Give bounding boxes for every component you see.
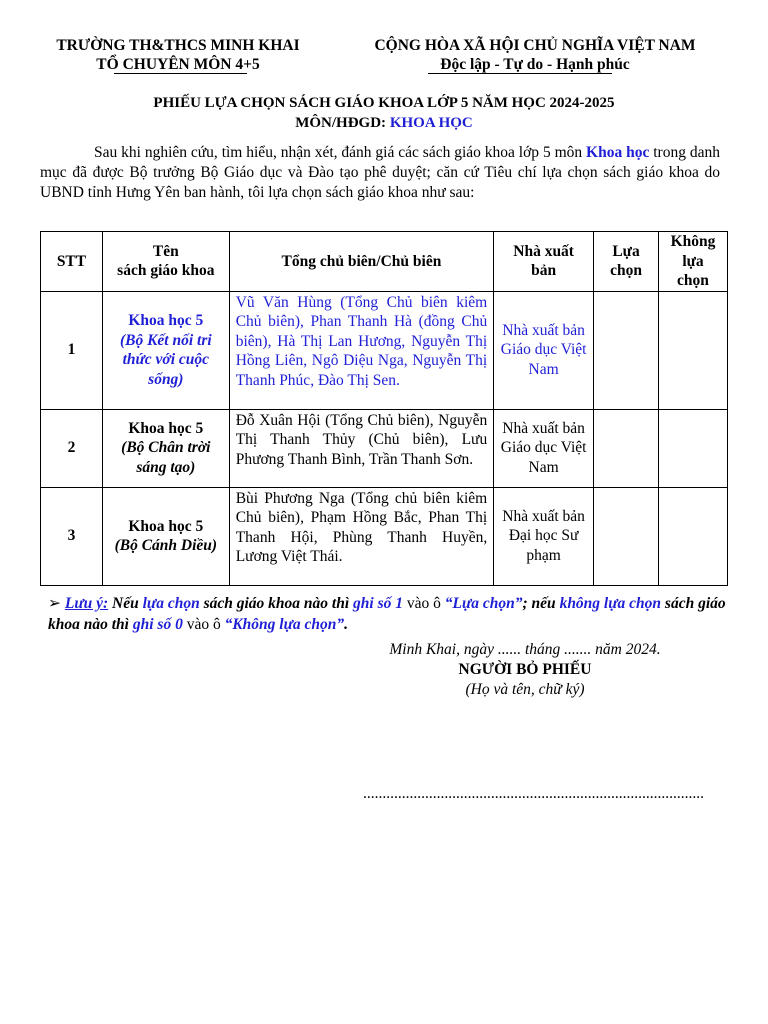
book-title: Khoa học 5 [128,312,204,329]
row-authors: Đỗ Xuân Hội (Tổng Chủ biên), Nguyễn Thị Thanh Thủy (Chủ biên), Lưu Phương Thanh Bình, Trần Thanh Sơn. [229,409,493,487]
header-stt: STT [41,232,103,292]
note-part-6: “Lựa chọn” [444,595,523,612]
header-book-name-1: Tên [152,242,179,260]
note-part-1: Nếu [112,595,139,612]
row-stt: 1 [41,291,103,409]
note-part-12: “Không lựa chọn” [224,616,345,633]
header-choose: Lựa chọn [594,232,659,292]
note-part-3: sách giáo khoa nào thì [203,595,350,612]
textbook-table [40,231,728,586]
row-publisher: Nhà xuất bản Đại học Sư phạm [494,487,594,585]
row-book [102,409,229,487]
row-book [102,487,229,585]
title-line: PHIẾU LỰA CHỌN SÁCH GIÁO KHOA LỚP 5 NĂM HỌC 2024-2025 [153,95,615,111]
document-title [40,93,728,133]
row-stt: 3 [41,487,103,585]
note-part-13: . [344,616,349,633]
book-series: (Bộ Kết nối tri thức với cuộc sống) [119,331,212,388]
not-choose-cell[interactable] [658,487,727,585]
note-part-8: không lựa chọn [559,595,662,612]
table-header-row [41,232,728,292]
row-stt: 2 [41,409,103,487]
school-name: TRƯỜNG TH&THCS MINH KHAI [56,37,300,54]
note-part-9: sách giáo khoa nào thì [48,595,726,633]
row-publisher: Nhà xuất bản Giáo dục Việt Nam [494,291,594,409]
signature-instruction: (Họ và tên, chữ ký) [465,681,585,698]
not-choose-cell[interactable] [658,291,727,409]
header-authors: Tổng chủ biên/Chủ biên [229,232,493,292]
not-choose-cell[interactable] [658,409,727,487]
note-part-10: ghi số 0 [132,616,183,633]
signature-line[interactable]: ........................................................................................ [363,785,704,802]
group-underline [114,73,247,74]
group-name: TỔ CHUYÊN MÔN 4+5 [96,56,260,73]
subject-name: KHOA HỌC [389,115,473,131]
table-row [41,409,728,487]
date-line: Minh Khai, ngày ...... tháng ....... năm 2024. [389,641,661,658]
note-part-11: vào ô [186,616,221,633]
intro-text-after: trong danh mục đã được Bộ trưởng Bộ Giáo dục và Đào tạo phê duyệt; căn cứ Tiêu chí lựa chọn sách giáo khoa do UBND tỉnh Hưng Yên ban hành, tôi lựa chọn sách giáo khoa như sau: [40,144,720,201]
intro-subject: Khoa học [586,144,650,161]
choose-cell[interactable] [594,487,659,585]
note-part-5: vào ô [406,595,441,612]
row-book [102,291,229,409]
book-series: (Bộ Cánh Diều) [114,537,218,554]
nation-header [345,36,725,74]
signer-role: NGƯỜI BỎ PHIẾU [458,661,592,678]
note-block [48,593,728,635]
note-part-4: ghi số 1 [353,595,403,612]
header-book-name [102,232,229,292]
header-publisher: Nhà xuất bản [494,232,594,292]
bullet-arrow-icon: ➢ [48,595,61,612]
subject-line [40,113,728,133]
choose-cell[interactable] [594,409,659,487]
nation-name: CỘNG HÒA XÃ HỘI CHỦ NGHĨA VIỆT NAM [374,37,696,54]
motto-underline [428,73,612,74]
subject-label: MÔN/HĐGD: [295,115,387,131]
table-row [41,291,728,409]
school-header [30,36,326,74]
row-authors: Vũ Văn Hùng (Tổng Chủ biên kiêm Chủ biên), Phan Thanh Hà (đồng Chủ biên), Hà Thị Lan Hương, Nguyễn Thị Hồng Liên, Ngô Diệu Nga, Nguyễn Thị Thanh Phúc, Đào Thị Sen. [229,291,493,409]
book-title: Khoa học 5 [128,517,204,535]
row-publisher: Nhà xuất bản Giáo dục Việt Nam [494,409,594,487]
note-part-7: ; nếu [522,595,556,612]
row-authors: Bùi Phương Nga (Tổng chủ biên kiêm Chủ biên), Phạm Hồng Bắc, Phan Thị Thanh Hội, Phùng Thanh Huyền, Lương Việt Thái. [229,487,493,585]
note-part-2: lựa chọn [142,595,200,612]
header-book-name-2: sách giáo khoa [117,262,215,280]
choose-cell[interactable] [594,291,659,409]
book-series: (Bộ Chân trời sáng tạo) [121,439,211,476]
signature-block [340,640,710,700]
book-title: Khoa học 5 [128,419,204,437]
intro-text-before: Sau khi nghiên cứu, tìm hiểu, nhận xét, đánh giá các sách giáo khoa lớp 5 môn [94,144,583,161]
note-label: Lưu ý: [64,595,109,612]
header-not-choose: Không lựa chọn [658,232,727,292]
table-row [41,487,728,585]
intro-paragraph [40,143,720,203]
motto: Độc lập - Tự do - Hạnh phúc [440,56,630,73]
